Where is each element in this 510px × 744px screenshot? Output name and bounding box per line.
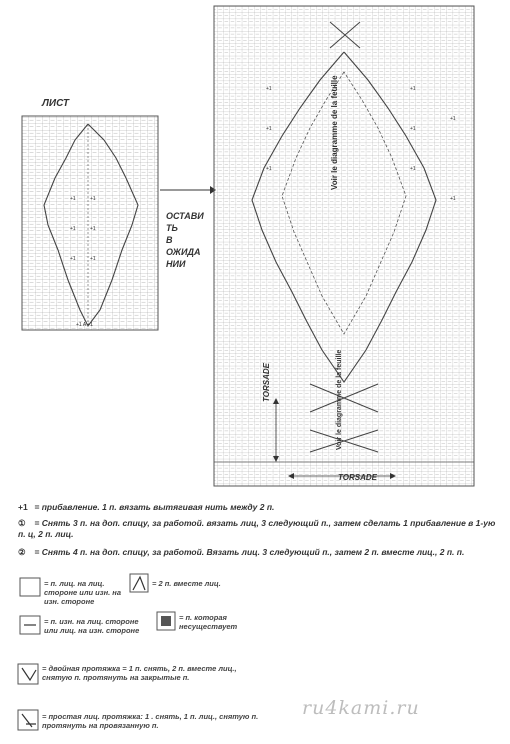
legend-cable1 bbox=[18, 518, 498, 540]
key-purl-text: = п. изн. на лиц. стороне или лиц. на изн. стороне bbox=[44, 617, 140, 635]
svg-text:+1: +1 bbox=[90, 196, 96, 202]
key-no-stitch-text: = п. которая несуществует bbox=[179, 613, 238, 631]
leaf-chart bbox=[22, 116, 158, 330]
hold-label bbox=[166, 210, 212, 270]
main-chart bbox=[214, 6, 474, 486]
watermark: ru4kami.ru bbox=[302, 697, 420, 719]
hold-line: ТЬ bbox=[166, 223, 178, 233]
svg-text:+1: +1 bbox=[266, 166, 272, 172]
increase-text: = прибавление. 1 п. вязать вытягивая нить между 2 п. bbox=[34, 502, 275, 512]
cable1-symbol: ① bbox=[18, 518, 26, 528]
svg-text:+1: +1 bbox=[90, 226, 96, 232]
svg-text:+1: +1 bbox=[450, 116, 456, 122]
svg-text:+1: +1 bbox=[90, 256, 96, 262]
increase-symbol: +1 bbox=[18, 502, 28, 512]
hold-arrow bbox=[160, 186, 216, 194]
cable1-text: = Снять 3 п. на доп. спицу, за работой. вязать лиц, 3 следующий п., затем сделать 1 прибавление в 1-ую п. ц, 2 п. лиц. bbox=[18, 518, 496, 539]
key-double-decrease-text: = двойная протяжка = 1 п. снять, 2 п. вместе лиц., снятую п. протянуть на закрытые п. bbox=[42, 664, 237, 682]
svg-text:+1: +1 bbox=[410, 86, 416, 92]
hold-line: ОСТАВИ bbox=[166, 211, 204, 221]
legend-cable2 bbox=[18, 547, 498, 558]
key-knit-text: = п. лиц. на лиц. стороне или изн. на изн. стороне bbox=[44, 579, 121, 606]
hold-line: НИИ bbox=[166, 259, 186, 269]
svg-text:+1: +1 bbox=[410, 166, 416, 172]
svg-text:+1: +1 bbox=[410, 126, 416, 132]
cable2-text: = Снять 4 п. на доп. спицу, за работой. Вязать лиц. 3 следующий п., затем 2 п. вместе лиц., 2 п. п. bbox=[34, 547, 465, 557]
hold-line: В bbox=[166, 235, 173, 245]
cable2-symbol: ② bbox=[18, 547, 26, 557]
svg-text:+1: +1 bbox=[70, 226, 76, 232]
hold-line: ОЖИДА bbox=[166, 247, 201, 257]
leaf-chart-title: ЛИСТ bbox=[42, 98, 70, 109]
vertical-note-lower: Voir le diagramme de la feuille bbox=[336, 349, 343, 450]
svg-text:+1: +1 bbox=[70, 256, 76, 262]
svg-text:+1: +1 bbox=[450, 196, 456, 202]
torsade-vertical-label: TORSADE bbox=[262, 363, 271, 402]
svg-text:+1: +1 bbox=[266, 86, 272, 92]
key-simple-decrease-text: = простая лиц. протяжка: 1 . снять, 1 п. лиц., снятую п. протянуть на провязанную п. bbox=[42, 712, 259, 730]
legend-increase bbox=[18, 502, 498, 513]
svg-text:+1 A +1: +1 A +1 bbox=[76, 322, 93, 328]
svg-text:+1: +1 bbox=[266, 126, 272, 132]
svg-text:+1: +1 bbox=[70, 196, 76, 202]
vertical-note: Voir le diagramme de la feuille bbox=[330, 75, 339, 190]
key-k2tog-text: = 2 п. вместе лиц. bbox=[152, 579, 221, 588]
torsade-bottom-label: TORSADE bbox=[338, 473, 377, 482]
